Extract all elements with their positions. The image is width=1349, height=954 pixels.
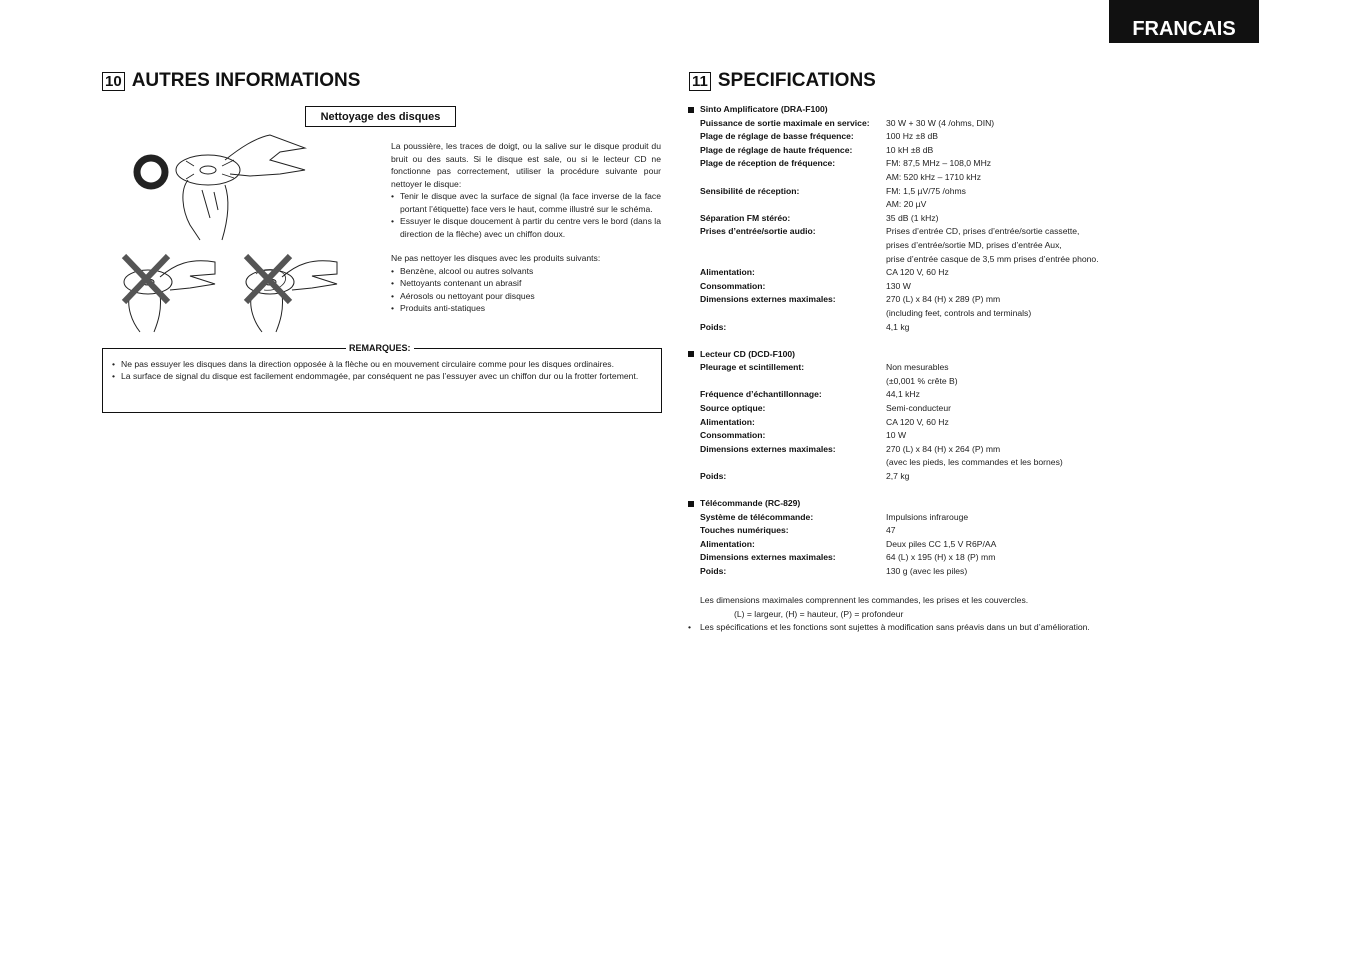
- spec-row: [688, 293, 1208, 320]
- spec-row: [688, 565, 1208, 579]
- spec-value-line: 100 Hz ±8 dB: [886, 131, 939, 142]
- spec-value: [886, 416, 949, 430]
- spec-row: [688, 280, 1208, 294]
- wrong-cleaning-illustration-1: [120, 252, 220, 334]
- do-not-item: • Aérosols ou nettoyant pour disques: [391, 290, 661, 303]
- spec-row: [688, 538, 1208, 552]
- spec-value: [886, 551, 995, 565]
- spec-value: [886, 524, 896, 538]
- spec-label: Poids:: [700, 470, 727, 481]
- spec-group: [688, 497, 1208, 579]
- do-not-intro: Ne pas nettoyer les disques avec les produits suivants:: [391, 253, 601, 263]
- correct-cleaning-illustration: [130, 130, 310, 242]
- spec-group-title-text: Lecteur CD (DCD-F100): [700, 348, 796, 359]
- spec-value-line: Deux piles CC 1,5 V R6P/AA: [886, 538, 997, 549]
- spec-group: [688, 103, 1208, 334]
- spec-row: [688, 212, 1208, 226]
- spec-row: [688, 388, 1208, 402]
- cleaning-instructions: [391, 140, 661, 315]
- spec-label: Poids:: [700, 321, 727, 332]
- spec-value: [886, 388, 920, 402]
- spec-value-line: prises d’entrée/sortie MD, prises d’entrée Aux,: [886, 239, 1062, 250]
- spec-label: Touches numériques:: [700, 525, 789, 536]
- spec-value-line: CA 120 V, 60 Hz: [886, 267, 949, 278]
- note-changes-text: Les spécifications et les fonctions sont sujettes à modification sans préavis dans un but d’amélioration.: [700, 622, 1090, 633]
- spec-value-line: AM: 520 kHz – 1710 kHz: [886, 171, 982, 182]
- spec-value: [886, 117, 994, 131]
- spec-label: Fréquence d’échantillonnage:: [700, 389, 822, 400]
- spec-row: [688, 266, 1208, 280]
- spec-value-line: Semi-conducteur: [886, 402, 951, 413]
- spec-value-line: 44,1 kHz: [886, 389, 920, 400]
- spec-group: [688, 348, 1208, 484]
- spec-group-title: [688, 497, 1208, 511]
- spec-value-line: 2,7 kg: [886, 470, 910, 481]
- spec-label: Dimensions externes maximales:: [700, 552, 836, 563]
- do-not-item: • Benzène, alcool ou autres solvants: [391, 265, 661, 278]
- spec-value: [886, 280, 911, 294]
- spec-label: Plage de réglage de basse fréquence:: [700, 131, 854, 142]
- spec-label: Poids:: [700, 566, 727, 576]
- spec-row: [688, 185, 1208, 212]
- spec-value: [886, 511, 968, 525]
- do-not-item: • Nettoyants contenant un abrasif: [391, 277, 661, 290]
- spec-label: Système de télécommande:: [700, 511, 814, 522]
- cross-icon: [246, 256, 290, 302]
- spec-row: [688, 511, 1208, 525]
- spec-label: Sensibilité de réception:: [700, 185, 800, 196]
- cleaning-box-title: Nettoyage des disques: [305, 106, 456, 127]
- spec-label: Séparation FM stéréo:: [700, 212, 791, 223]
- spec-group-title-text: Sinto Amplificatore (DRA-F100): [700, 104, 828, 114]
- cleaning-step: • Tenir le disque avec la surface de signal (la face inverse de la face portant l’étiquette) face vers le haut, comme illustré sur le schéma.: [391, 190, 661, 215]
- spec-value-line: 35 dB (1 kHz): [886, 212, 939, 223]
- spec-value: [886, 321, 909, 335]
- spec-value: [886, 266, 949, 280]
- spec-value: [886, 565, 967, 579]
- note-legend: (L) = largeur, (H) = hauteur, (P) = profondeur: [734, 608, 904, 619]
- spec-group-title: [688, 103, 1208, 117]
- spec-row: [688, 144, 1208, 158]
- remark-item: • La surface de signal du disque est facilement endommagée, par conséquent ne pas l’essuyer avec un chiffon dur ou la frotter fortement.: [112, 370, 653, 382]
- spec-value-line: FM: 1,5 µV/75 /ohms: [886, 185, 966, 196]
- remarks-list: [112, 358, 653, 383]
- spec-value-line: 270 (L) x 84 (H) x 264 (P) mm: [886, 443, 1001, 454]
- spec-label: Plage de réception de fréquence:: [700, 158, 836, 169]
- spec-value-line: (±0,001 % crête B): [886, 375, 958, 386]
- spec-value-line: FM: 87,5 MHz – 108,0 MHz: [886, 158, 992, 169]
- language-tab: FRANCAIS: [1109, 0, 1259, 43]
- square-bullet-icon: [688, 501, 694, 507]
- spec-value-line: 30 W + 30 W (4 /ohms, DIN): [886, 117, 995, 128]
- remark-item: • Ne pas essuyer les disques dans la direction opposée à la flèche ou en mouvement circulaire comme pour les disques ordinaires.: [112, 358, 653, 370]
- spec-row: [688, 157, 1208, 184]
- spec-label: Consommation:: [700, 430, 766, 441]
- spec-value: [886, 443, 1063, 470]
- spec-value-line: (including feet, controls and terminals): [886, 307, 1032, 318]
- spec-value-line: 270 (L) x 84 (H) x 289 (P) mm: [886, 294, 1001, 305]
- section-heading-autres-informations: [102, 70, 360, 92]
- spec-value-line: (avec les pieds, les commandes et les bornes): [886, 457, 1063, 468]
- section-title: AUTRES INFORMATIONS: [131, 70, 361, 91]
- spec-value: [886, 144, 933, 158]
- spec-row: [688, 551, 1208, 565]
- spec-value: [886, 470, 909, 484]
- spec-label: Puissance de sortie maximale en service:: [700, 117, 870, 128]
- square-bullet-icon: [688, 351, 694, 357]
- note-dimensions: Les dimensions maximales comprennent les commandes, les prises et les couvercles.: [700, 595, 1029, 605]
- spec-value: [886, 225, 1099, 266]
- spec-value-line: Impulsions infrarouge: [886, 511, 969, 522]
- spec-row: [688, 321, 1208, 335]
- cleaning-intro: La poussière, les traces de doigt, ou la salive sur le disque produit du bruit ou des sauts. Si le disque est sale, ou si le lecteur CD ne fonctionne pas correctement, utiliser la procédure suivante pour nettoyer le disque:: [391, 141, 661, 189]
- section-title: SPECIFICATIONS: [717, 70, 876, 91]
- note-changes: • Les spécifications et les fonctions sont sujettes à modification sans préavis dans un but d’amélioration.: [688, 621, 1090, 635]
- spec-value-line: prise d’entrée casque de 3,5 mm prises d’entrée phono.: [886, 253, 1099, 264]
- spec-label: Alimentation:: [700, 267, 755, 278]
- specifications-list: [688, 103, 1208, 592]
- spec-value-line: 10 W: [886, 430, 907, 441]
- spec-label: Dimensions externes maximales:: [700, 294, 836, 305]
- cleaning-step: • Essuyer le disque doucement à partir du centre vers le bord (dans la direction de la flèche) avec un chiffon doux.: [391, 215, 661, 240]
- spec-value: [886, 157, 991, 184]
- spec-value-line: 47: [886, 525, 896, 536]
- spec-value: [886, 402, 951, 416]
- spec-group-title: [688, 348, 1208, 362]
- spec-row: [688, 416, 1208, 430]
- spec-value-line: CA 120 V, 60 Hz: [886, 416, 949, 427]
- spec-notes: [688, 594, 1090, 635]
- wrong-cleaning-illustration-2: [242, 252, 342, 334]
- spec-value-line: 10 kH ±8 dB: [886, 144, 934, 155]
- spec-value-line: 64 (L) x 195 (H) x 18 (P) mm: [886, 552, 996, 563]
- section-number: 11: [689, 72, 711, 91]
- spec-value-line: AM: 20 µV: [886, 199, 927, 210]
- spec-value-line: Prises d’entrée CD, prises d’entrée/sortie cassette,: [886, 226, 1080, 237]
- section-heading-specifications: [689, 70, 876, 92]
- do-not-list: [391, 265, 661, 315]
- spec-row: [688, 361, 1208, 388]
- spec-value-line: Non mesurables: [886, 362, 949, 373]
- spec-value-line: 130 W: [886, 280, 911, 291]
- spec-row: [688, 402, 1208, 416]
- spec-row: [688, 130, 1208, 144]
- spec-row: [688, 524, 1208, 538]
- square-bullet-icon: [688, 107, 694, 113]
- spec-value: [886, 185, 966, 212]
- spec-value: [886, 361, 958, 388]
- spec-value: [886, 130, 938, 144]
- spec-label: Source optique:: [700, 402, 766, 413]
- spec-value-line: 130 g (avec les piles): [886, 566, 968, 576]
- spec-value: [886, 538, 996, 552]
- spec-label: Plage de réglage de haute fréquence:: [700, 144, 853, 155]
- section-number: 10: [102, 72, 125, 91]
- spec-value: [886, 212, 939, 226]
- spec-row: [688, 429, 1208, 443]
- cross-icon: [124, 256, 168, 302]
- spec-row: [688, 443, 1208, 470]
- spec-label: Consommation:: [700, 280, 766, 291]
- do-not-item: • Produits anti-statiques: [391, 302, 661, 315]
- spec-label: Alimentation:: [700, 416, 755, 427]
- spec-row: [688, 117, 1208, 131]
- ok-circle-icon: [137, 158, 165, 186]
- spec-row: [688, 470, 1208, 484]
- remarks-label: REMARQUES:: [346, 342, 414, 354]
- spec-label: Prises d’entrée/sortie audio:: [700, 226, 816, 237]
- cleaning-steps: [391, 190, 661, 240]
- spec-label: Dimensions externes maximales:: [700, 443, 836, 454]
- spec-value: [886, 429, 906, 443]
- spec-label: Pleurage et scintillement:: [700, 362, 805, 373]
- spec-value-line: 4,1 kg: [886, 321, 910, 332]
- spec-group-title-text: Télécommande (RC-829): [700, 498, 801, 509]
- spec-label: Alimentation:: [700, 538, 755, 549]
- spec-value: [886, 293, 1031, 320]
- remarks-box: [102, 343, 662, 413]
- spec-row: [688, 225, 1208, 266]
